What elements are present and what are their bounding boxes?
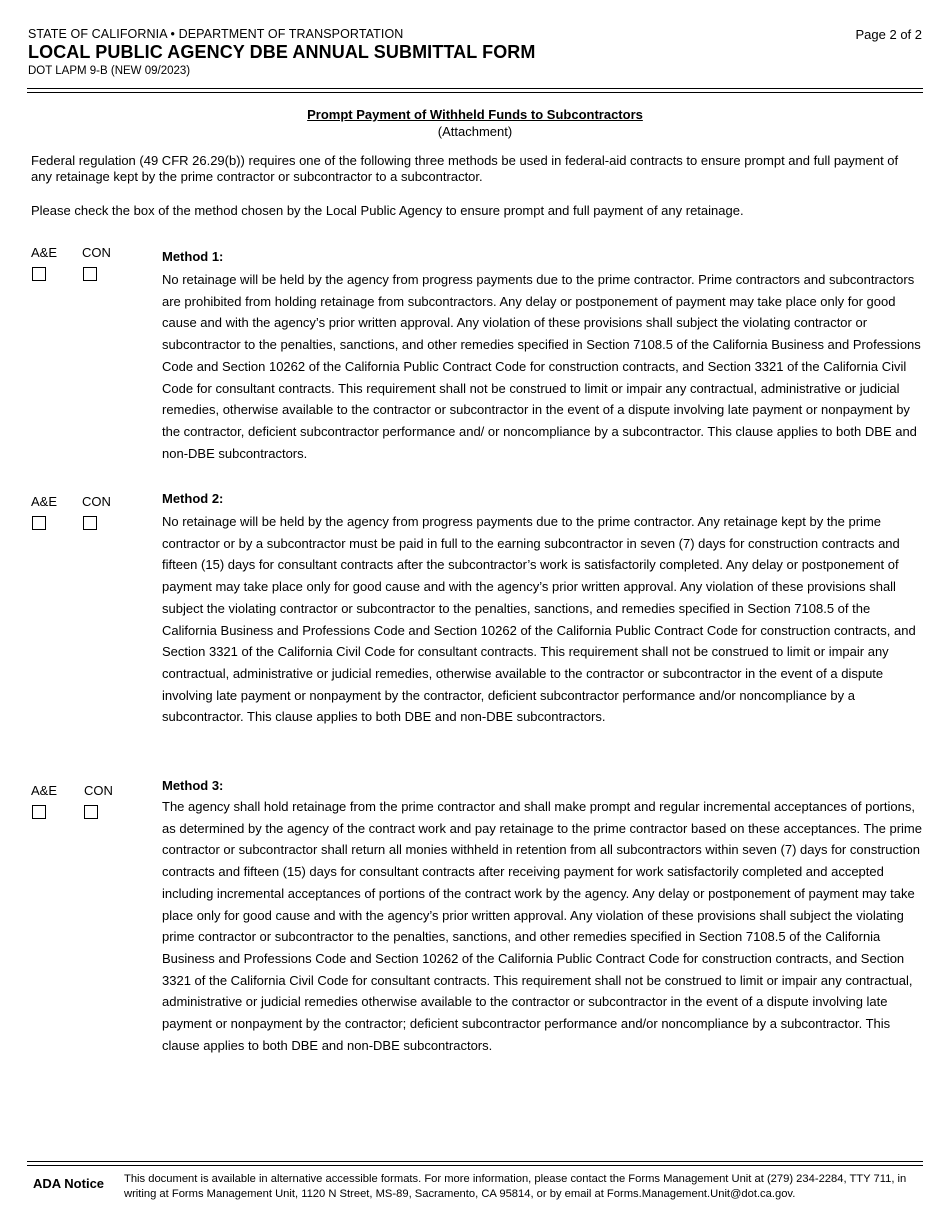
method-3-ae-label: A&E xyxy=(31,783,58,798)
method-3-body: The agency shall hold retainage from the prime contractor and shall make prompt and regular incremental acceptances of portions, as determined by the agency of the contract work and pay retainage to the prime contractor based on these acceptances. The prime contractor or subcontractor shall return all monies withheld in retention from all subcontractors within seven (7) days for construction contracts and fifteen (15) days for consultant contracts after receiving payment for work satisfactorily completed and accepted including incremental acceptances of portions of the contract work by the agency. Any delay or postponement of payment may take place only for good cause and with the agency’s prior written approval. Any violation of these provisions shall subject the violating prime contractor or subcontractor to the penalties, sanctions, and other remedies specified in Section 7108.5 of the California Business and Professions Code and Section 10262 of the California Public Contract Code for construction contracts, and Section 3321 of the California Civil Code for consultant contracts. This requirement shall not be construed to limit or impair any contractual, administrative or judicial remedies otherwise available to the contractor or subcontractor in the event of a dispute involving late payment or nonpayment by the contractor; deficient subcontractor performance and/or noncompliance by a subcontractor. This clause applies to both DBE and non-DBE subcontractors. xyxy=(162,799,922,1053)
method-3-con-label: CON xyxy=(84,783,113,798)
method-2-title: Method 2: xyxy=(162,491,224,506)
page-number: Page 2 of 2 xyxy=(855,27,922,42)
method-3-ae-checkbox[interactable] xyxy=(32,805,46,819)
ada-notice-label: ADA Notice xyxy=(33,1176,105,1191)
method-2-ae-label: A&E xyxy=(31,494,58,509)
method-2-con-label: CON xyxy=(82,494,111,509)
method-1-ae-label: A&E xyxy=(31,245,58,260)
method-1-title: Method 1: xyxy=(162,249,224,264)
header-divider-top xyxy=(27,88,923,89)
method-2-ae-checkbox[interactable] xyxy=(32,516,46,530)
footer-divider-bottom xyxy=(27,1165,923,1166)
form-code: DOT LAPM 9-B (NEW 09/2023) xyxy=(28,65,191,77)
method-3-con-checkbox[interactable] xyxy=(84,805,98,819)
method-1-con-label: CON xyxy=(82,245,111,260)
method-2-con-checkbox[interactable] xyxy=(83,516,97,530)
footer-divider-top xyxy=(27,1161,923,1162)
method-1-body: No retainage will be held by the agency from progress payments due to the prime contractor. Prime contractors and subcontractors are prohibited from holding retainage from subcontractors. Any delay or postponement of payment may take place only for good cause and with the agency’s prior written approval. Any violation of these provisions shall subject the violating contractor or subcontractor to the penalties, sanctions, and other remedies specified in Section 7108.5 of the California Business and Professions Code and Section 10262 of the California Public Contract Code for construction contracts, and Section 3321 of the California Civil Code for consultant contracts. This requirement shall not be construed to limit or impair any contractual, administrative or judicial remedies, otherwise available to the contractor or subcontractor in the event of a dispute involving late payment or nonpayment by the contractor, deficient subcontractor performance and/ or noncompliance by a subcontractor. This clause applies to both DBE and non-DBE subcontractors. xyxy=(162,272,921,461)
method-2-body: No retainage will be held by the agency from progress payments due to the prime contractor. Any retainage kept by the prime contractor or by a subcontractor must be paid in full to the earning subcontractor in seven (7) days for construction contracts and fifteen (15) days for consultant contracts after the subcontractor’s work is satisfactorily completed. Any delay or postponement of payment may take place only for good cause and with the agency’s prior written approval. Any violation of these provisions shall subject the violating contractor or subcontractor to the penalties, sanctions, and remedies specified in Section 7108.5 of the California Business and Professions Code and Section 10262 of the California Public Contract Code for construction contracts, and Section 3321 of the California Civil Code for consultant contracts. This requirement shall not be construed to limit or impair any contractual, administrative or judicial remedies, otherwise available to the contractor or subcontractor in the event of a dispute involving late payment or nonpayment by the contractor, deficient subcontractor performance and/or noncompliance by a subcontractor. This clause applies to both DBE and non-DBE subcontractors. xyxy=(162,514,916,725)
agency-line: STATE OF CALIFORNIA • DEPARTMENT OF TRANSPORTATION xyxy=(28,27,404,41)
instruction-paragraph: Please check the box of the method chosen by the Local Public Agency to ensure prompt and full payment of any retainage. xyxy=(31,203,744,218)
regulation-paragraph: Federal regulation (49 CFR 26.29(b)) requires one of the following three methods be used in federal-aid contracts to ensure prompt and full payment of any retainage kept by the prime contractor or subcontractor to a subcontractor. xyxy=(31,153,899,184)
method-1-ae-checkbox[interactable] xyxy=(32,267,46,281)
method-1-con-checkbox[interactable] xyxy=(83,267,97,281)
section-title: Prompt Payment of Withheld Funds to Subcontractors xyxy=(307,107,643,122)
method-3-title: Method 3: xyxy=(162,778,224,793)
form-title: LOCAL PUBLIC AGENCY DBE ANNUAL SUBMITTAL FORM xyxy=(28,42,536,62)
header-divider-bottom xyxy=(27,92,923,93)
ada-notice-text: This document is available in alternative accessible formats. For more information, please contact the Forms Management Unit at (279) 234-2284, TTY 711, in writing at Forms Management Unit, 1120 N Street, MS-89, Sacramento, CA 95814, or by email at Forms.Management.Unit@dot.ca.gov. xyxy=(124,1173,907,1200)
section-subtitle: (Attachment) xyxy=(437,124,513,139)
